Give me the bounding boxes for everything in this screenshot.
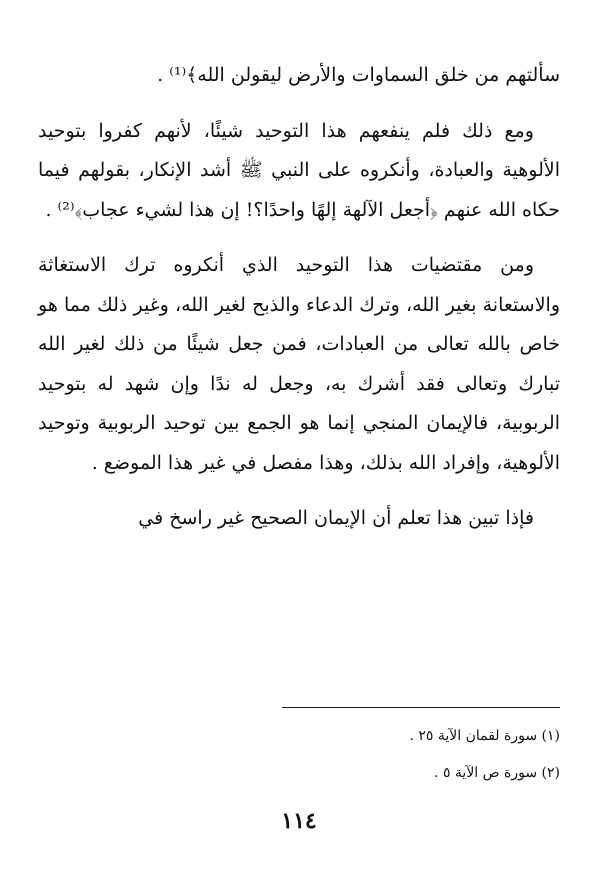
paragraph-requirements: ومن مقتضيات هذا التوحيد الذي أنكروه ترك الاستغاثة والاستعانة بغير الله، وترك الدعاء والذبح لغير الله، وغير ذلك مما هو خاص بالله تعالى من العبادات، فمن جعل شيئًا من ذلك لغير الله تبارك وتعالى فقد أشرك به، وجعل له ندًا وإن شهد له بتوحيد الربوبية، فالإيمان المنجي إنما هو الجمع بين توحيد الربوبية وتوحيد الألوهية، وإفراد الله بذلك، وهذا مفصل في غير هذا الموضع . — [38, 254, 560, 474]
paragraph-tawhid-rejection: ومع ذلك فلم ينفعهم هذا التوحيد شيئًا، لأنهم كفروا بتوحيد الألوهية والعبادة، وأنكروه على النبي ﷺ أشد الإنكار، بقولهم فيما حكاه الله عنهم ﴿أجعل الآلهة إلهًا واحدًا؟! إن هذا لشيء عجاب﴾⁽²⁾ . — [38, 119, 560, 221]
footnote-1: (١) سورة لقمان الآية ٢٥ . — [409, 728, 560, 744]
paragraph-conclusion: فإذا تبين هذا تعلم أن الإيمان الصحيح غير راسخ في — [138, 507, 534, 529]
page-number: ١١٤ — [281, 808, 317, 834]
main-text — [38, 56, 560, 539]
footnotes — [40, 718, 560, 792]
footnote-divider — [282, 707, 560, 708]
footnote-2: (٢) سورة ص الآية ٥ . — [434, 765, 560, 781]
paragraph-continuation: سألتهم من خلق السماوات والأرض ليقولن الله﴾⁽¹⁾ . — [157, 64, 560, 86]
